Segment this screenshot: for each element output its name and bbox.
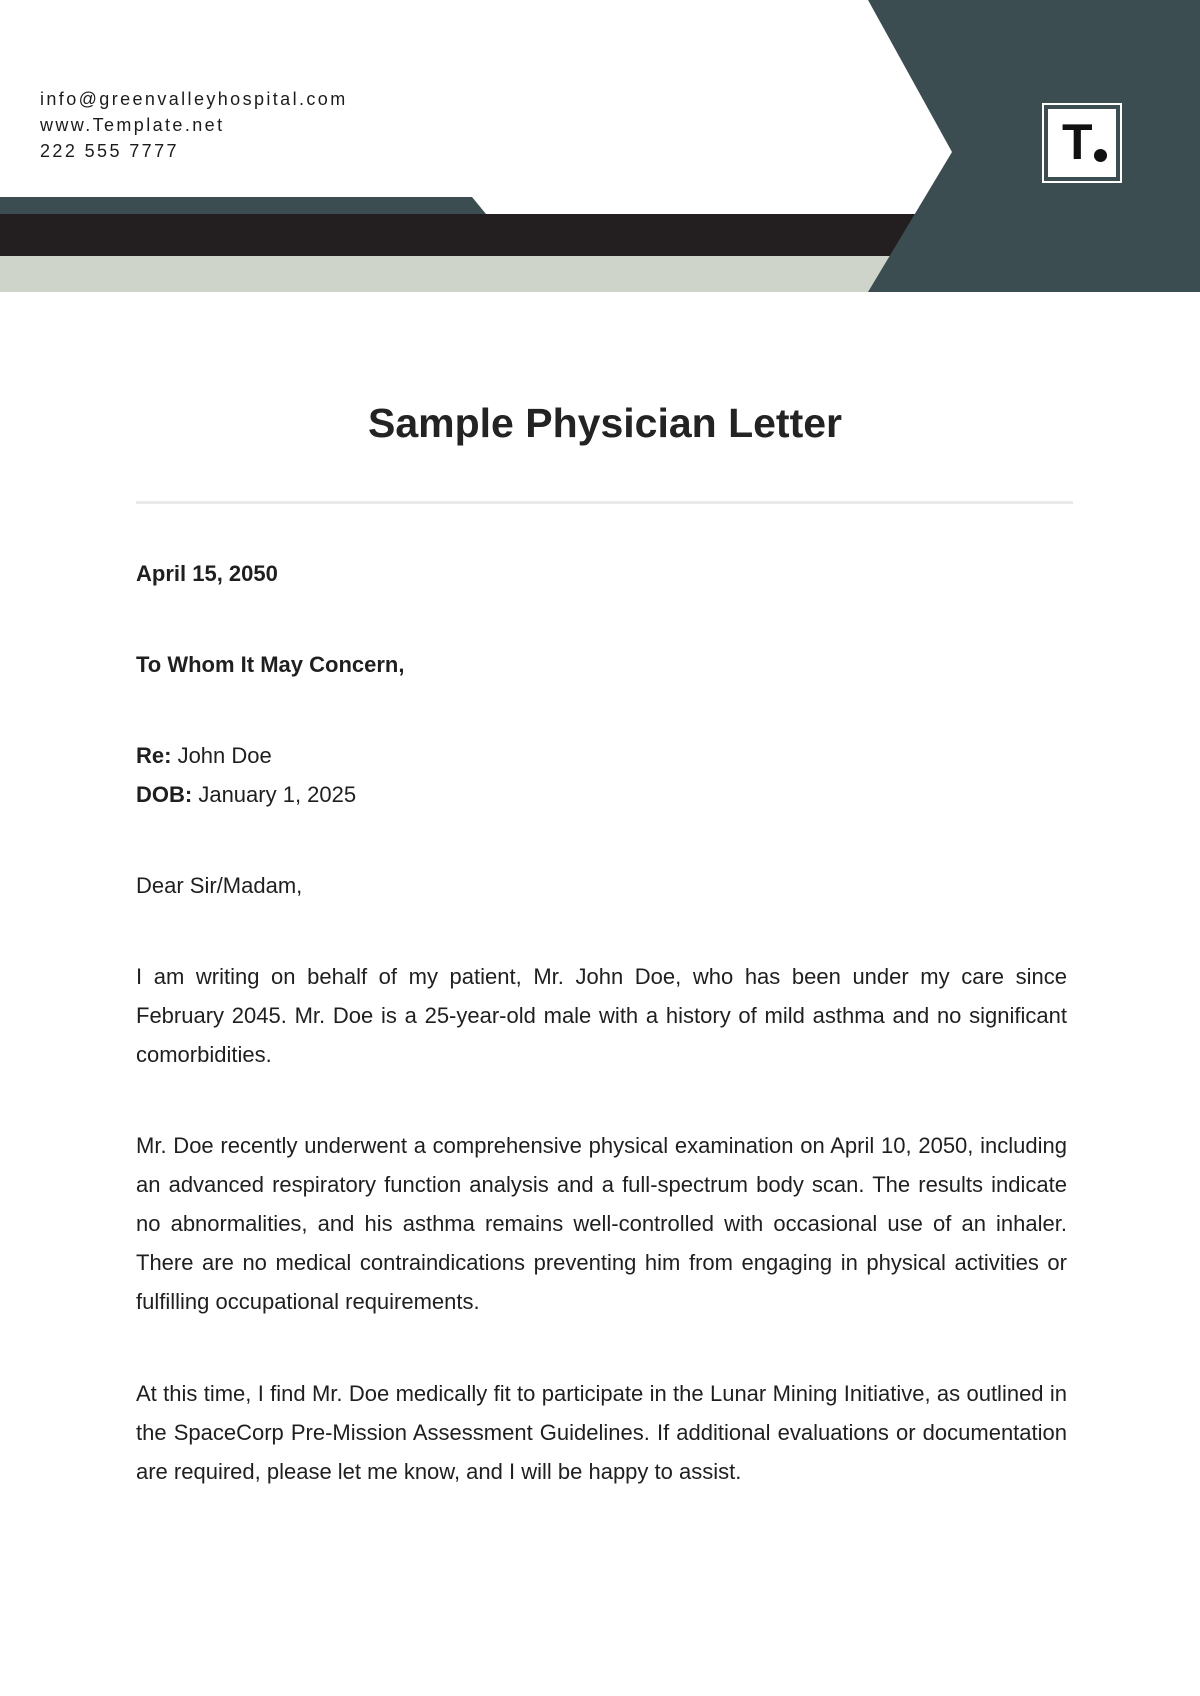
dark-band [0,214,920,256]
slate-band [0,197,486,214]
contact-block [40,86,348,164]
contact-email: info@greenvalleyhospital.com [40,89,348,109]
slate-chevron [868,0,1200,292]
letter-paragraph-3: At this time, I find Mr. Doe medically fit to participate in the Lunar Mining Initiative, as outlined in the SpaceCorp Pre-Mission Assessment Guidelines. If additional evaluations or documentation are required, please let me know, and I will be happy to assist. [136,1381,1067,1484]
contact-phone: 222 555 7777 [40,141,179,161]
dob-value: January 1, 2025 [192,782,357,807]
letter-addressee: To Whom It May Concern, [136,652,405,677]
letter-paragraph-1: I am writing on behalf of my patient, Mr. John Doe, who has been under my care since February 2045. Mr. Doe is a 25-year-old male with a history of mild asthma and no significant comorbidities. [136,964,1067,1067]
dob-label: DOB: [136,782,193,807]
logo-dot [1094,149,1107,162]
contact-website: www.Template.net [40,115,225,135]
logo [1042,103,1122,183]
letter-salutation: Dear Sir/Madam, [136,873,303,898]
re-value: John Doe [171,743,272,768]
re-line [136,736,1067,775]
letter-date: April 15, 2050 [136,561,278,586]
dob-line [136,775,1067,814]
letter-paragraph-2: Mr. Doe recently underwent a comprehensive physical examination on April 10, 2050, including an advanced respiratory function analysis and a full-spectrum body scan. The results indicate no abnormalities, and his asthma remains well-controlled with occasional use of an inhaler. There are no medical contraindications preventing him from engaging in physical activities or fulfilling occupational requirements. [136,1133,1067,1314]
letterhead-header [0,0,1200,292]
title-divider [136,501,1073,504]
logo-letter: T [1062,114,1093,170]
logo-inner [1048,109,1116,177]
re-label: Re: [136,743,172,768]
sage-band [0,256,895,292]
page-title: Sample Physician Letter [368,400,842,446]
